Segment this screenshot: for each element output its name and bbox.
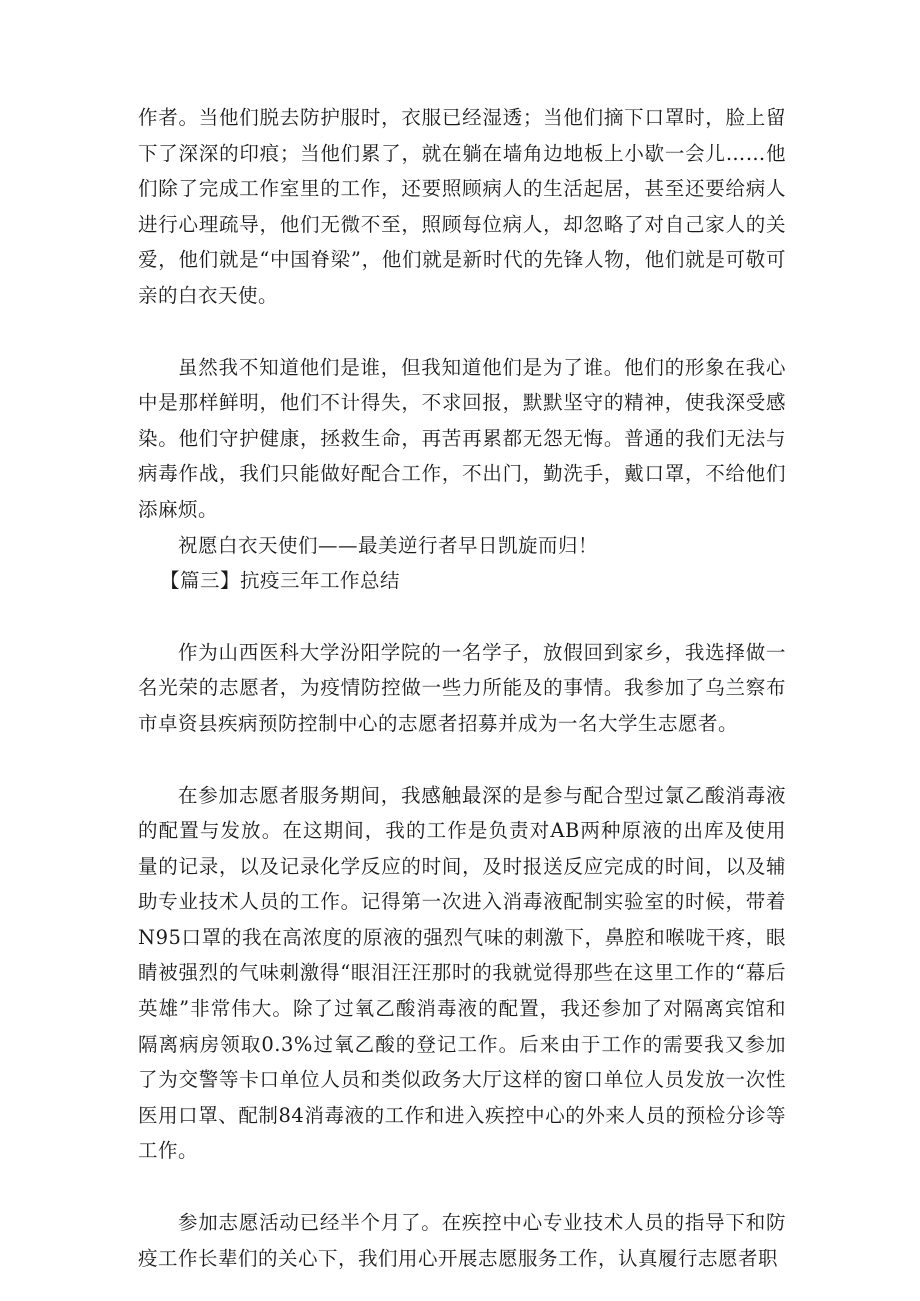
paragraph-half-month: 参加志愿活动已经半个月了。在疾控中心专业技术人员的指导下和防疫工作长辈们的关心下，我们用心开展志愿服务工作，认真履行志愿者职 bbox=[138, 1211, 786, 1270]
paragraph-continuation: 作者。当他们脱去防护服时，衣服已经湿透；当他们摘下口罩时，脸上留下了深深的印痕；当他们累了，就在躺在墙角边地板上小歇一会儿……他们除了完成工作室里的工作，还要照顾病人的生活起居，甚至还要给病人进行心理疏导，他们无微不至，照顾每位病人，却忽略了对自己家人的关爱，他们就是“中国脊梁”，他们就是新时代的先锋人物，他们就是可敬可亲的白衣天使。 bbox=[138, 106, 786, 307]
paragraph-volunteer-intro: 作为山西医科大学汾阳学院的一名学子，放假回到家乡，我选择做一名光荣的志愿者，为疫情防控做一些力所能及的事情。我参加了乌兰察布市卓资县疾病预防控制中心的志愿者招募并成为一名大学生志愿者。 bbox=[138, 640, 786, 735]
blessing-line: 祝愿白衣天使们——最美逆行者早日凯旋而归！ bbox=[178, 533, 599, 557]
paragraph-unknown-heroes: 虽然我不知道他们是谁，但我知道他们是为了谁。他们的形象在我心中是那样鲜明，他们不计得失，不求回报，默默坚守的精神，使我深受感染。他们守护健康，拯救生命，再苦再累都无怨无悔。普通的我们无法与病毒作战，我们只能做好配合工作，不出门，勤洗手，戴口罩，不给他们添麻烦。 bbox=[138, 355, 786, 521]
document-page bbox=[138, 100, 786, 1276]
section-title: 【篇三】抗疫三年工作总结 bbox=[160, 569, 401, 593]
paragraph-volunteer-work: 在参加志愿者服务期间，我感触最深的是参与配合型过氯乙酸消毒液的配置与发放。在这期间，我的工作是负责对AB两种原液的出库及使用量的记录，以及记录化学反应的时间，及时报送反应完成的时间，以及辅助专业技术人员的工作。记得第一次进入消毒液配制实验室的时候，带着N95口罩的我在高浓度的原液的强烈气味的刺激下，鼻腔和喉咙干疼，眼睛被强烈的气味刺激得“眼泪汪汪那时的我就觉得那些在这里工作的“幕后英雄”非常伟大。除了过氧乙酸消毒液的配置，我还参加了对隔离宾馆和隔离病房领取0.3%过氧乙酸的登记工作。后来由于工作的需要我又参加了为交警等卡口单位人员和类似政务大厅这样的窗口单位人员发放一次性医用口罩、配制84消毒液的工作和进入疾控中心的外来人员的预检分诊等工作。 bbox=[138, 783, 786, 1163]
